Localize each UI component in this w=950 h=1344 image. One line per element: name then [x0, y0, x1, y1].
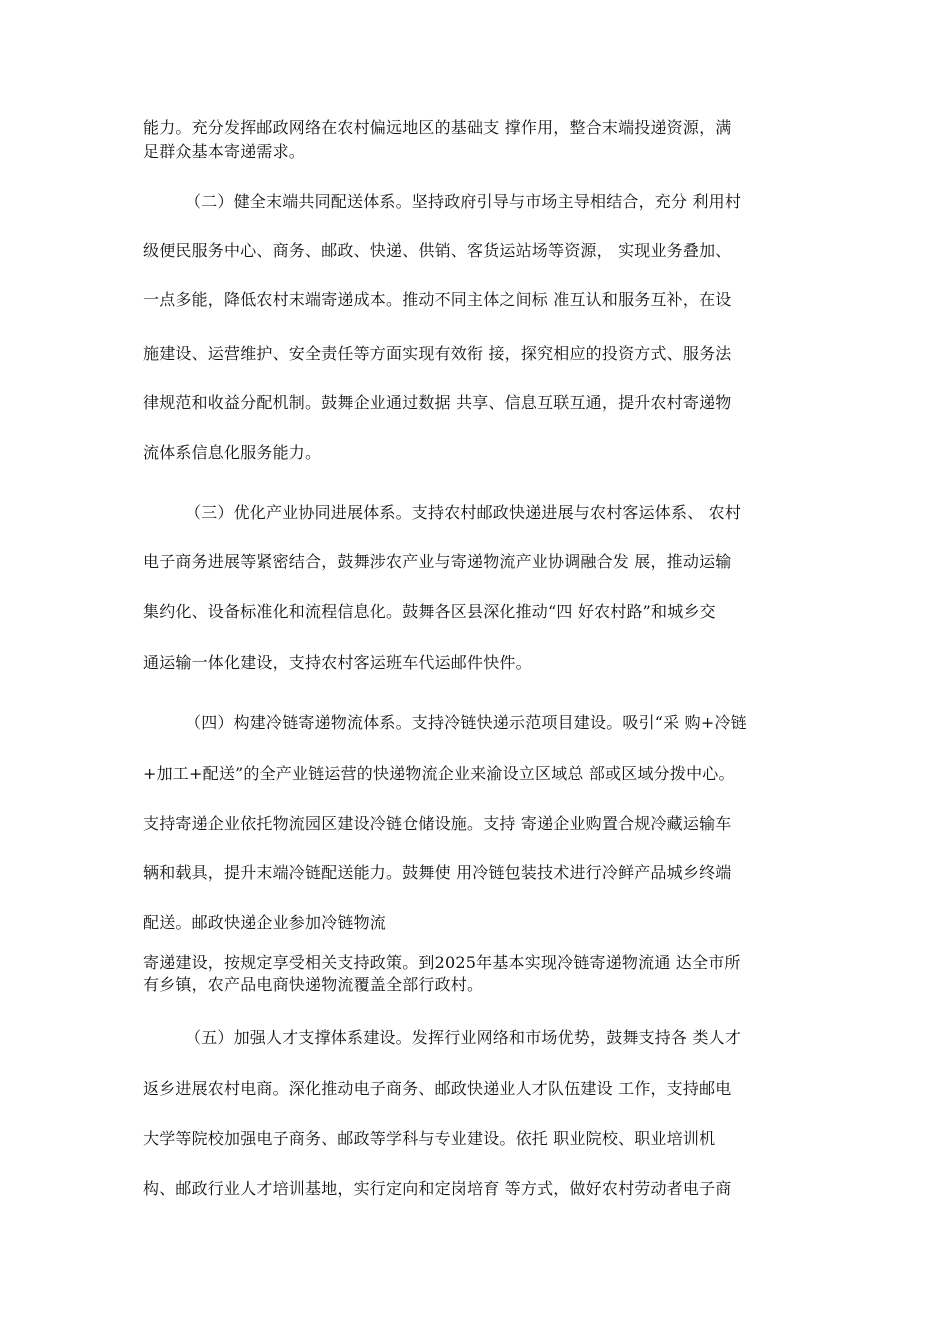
- text-line: 施建设、运营维护、安全责任等方面实现有效衔 接，探究相应的投资方式、服务法: [143, 344, 732, 363]
- text-line: 有乡镇，农产品电商快递物流覆盖全部行政村。: [143, 975, 484, 994]
- section-3-heading-line: （三）优化产业协同进展体系。支持农村邮政快递进展与农村客运体系、 农村: [185, 503, 742, 522]
- section-5-heading-line: （五）加强人才支撑体系建设。发挥行业网络和市场优势，鼓舞支持各 类人才: [185, 1028, 742, 1047]
- text-line: 律规范和收益分配机制。鼓舞企业通过数据 共享、信息互联互通，提升农村寄递物: [143, 393, 732, 412]
- text-line: 构、邮政行业人才培训基地，实行定向和定岗培育 等方式，做好农村劳动者电子商: [143, 1179, 732, 1198]
- text-line: 流体系信息化服务能力。: [143, 443, 322, 462]
- text-line: 足群众基本寄递需求。: [143, 142, 306, 161]
- text-line: 一点多能，降低农村末端寄递成本。推动不同主体之间标 准互认和服务互补，在设: [143, 290, 732, 309]
- text-line: 返乡进展农村电商。深化推动电子商务、邮政快递业人才队伍建设 工作，支持邮电: [143, 1079, 732, 1098]
- text-line: 辆和载具，提升末端冷链配送能力。鼓舞使 用冷链包装技术进行冷鲜产品城乡终端: [143, 863, 732, 882]
- section-2-heading-line: （二）健全末端共同配送体系。坚持政府引导与市场主导相结合，充分 利用村: [185, 192, 742, 211]
- text-line: 寄递建设，按规定享受相关支持政策。到2025年基本实现冷链寄递物流通 达全市所: [143, 953, 741, 972]
- text-line: 通运输一体化建设，支持农村客运班车代运邮件快件。: [143, 653, 532, 672]
- text-line: 能力。充分发挥邮政网络在农村偏远地区的基础支 撑作用，整合末端投递资源，满: [143, 118, 732, 137]
- text-line: 支持寄递企业依托物流园区建设冷链仓储设施。支持 寄递企业购置合规冷藏运输车: [143, 814, 732, 833]
- text-line: 级便民服务中心、商务、邮政、快递、供销、客货运站场等资源， 实现业务叠加、: [143, 241, 732, 260]
- text-line: 电子商务进展等紧密结合，鼓舞涉农产业与寄递物流产业协调融合发 展，推动运输: [143, 552, 732, 571]
- section-4-heading-line: （四）构建冷链寄递物流体系。支持冷链快递示范项目建设。吸引“采 购+冷链: [185, 713, 747, 732]
- text-line: +加工+配送”的全产业链运营的快递物流企业来渝设立区域总 部或区域分拨中心。: [143, 764, 735, 783]
- text-line: 大学等院校加强电子商务、邮政等学科与专业建设。依托 职业院校、职业培训机: [143, 1129, 716, 1148]
- text-line: 配送。邮政快递企业参加冷链物流: [143, 913, 387, 932]
- text-line: 集约化、设备标准化和流程信息化。鼓舞各区县深化推动“四 好农村路”和城乡交: [143, 602, 716, 621]
